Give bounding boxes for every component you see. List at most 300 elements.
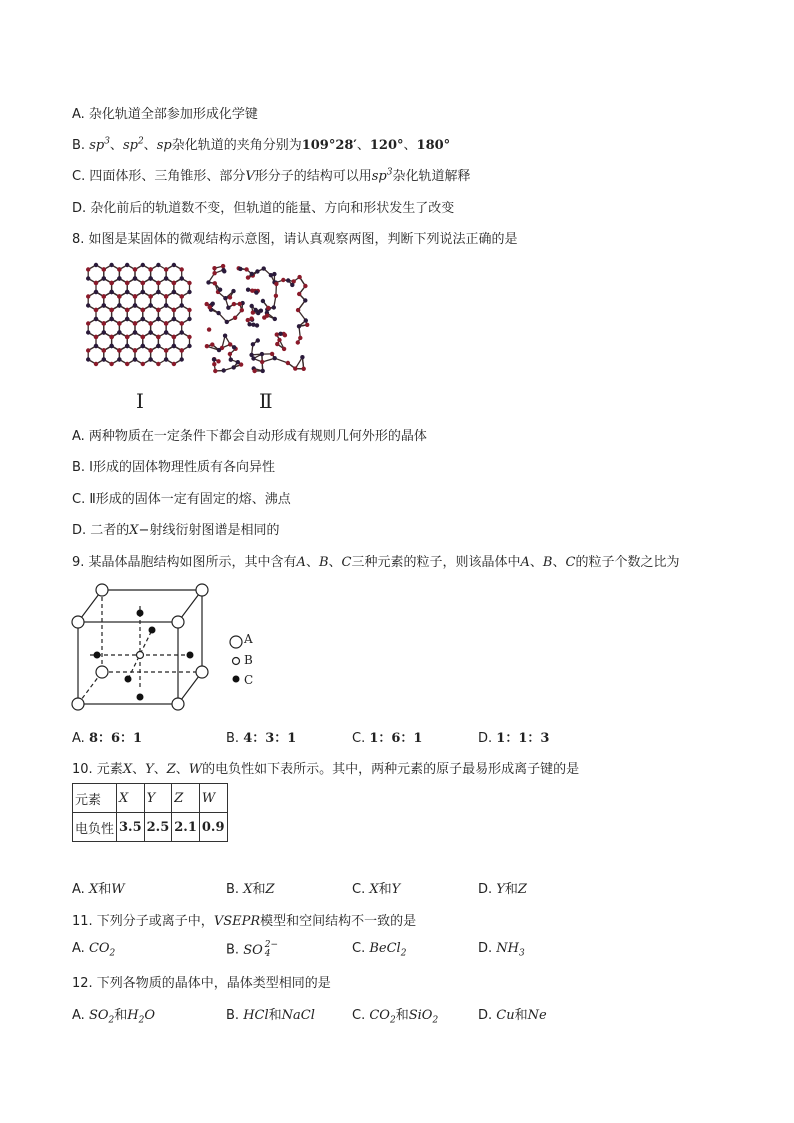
option-text: C. 四面体形、三角锥形、部分	[72, 169, 246, 184]
atom-dot	[164, 276, 168, 280]
atom-dot	[102, 348, 106, 352]
atom-dot	[296, 340, 300, 344]
atom-dot	[117, 303, 121, 307]
separator: 、	[175, 762, 189, 777]
atom-dot	[244, 267, 248, 271]
atom-dot	[207, 327, 211, 331]
option-label: B.	[226, 1008, 244, 1023]
atom-dot	[148, 357, 152, 361]
option-and: 和	[395, 1008, 409, 1023]
symbol-b: B	[542, 555, 553, 570]
separator: 、	[132, 762, 146, 777]
atom-c	[125, 676, 132, 683]
atom-dot	[109, 281, 113, 285]
atom-dot	[156, 263, 160, 267]
atom-dot	[216, 359, 220, 363]
stem-text: 10. 元素	[72, 762, 123, 777]
q7-option-d: D. 杂化前后的轨道数不变，但轨道的能量、方向和形状发生了改变	[72, 201, 455, 216]
atom-dot	[213, 281, 217, 285]
option-and: 和	[98, 882, 112, 897]
atom-dot	[125, 362, 129, 366]
option-symbol: X	[88, 882, 99, 897]
option-symbol: X	[369, 882, 379, 897]
angle-3: 180°	[416, 138, 451, 153]
atom-dot	[133, 294, 137, 298]
atom-dot	[251, 323, 255, 327]
separator: 、	[305, 555, 319, 570]
atom-dot	[102, 303, 106, 307]
atom-dot	[180, 303, 184, 307]
q10-stem	[72, 758, 579, 777]
q8-option-c: C. Ⅱ形成的固体一定有固定的熔、沸点	[72, 492, 291, 507]
atom-dot	[273, 356, 277, 360]
angle-1: 109°28′	[301, 138, 357, 153]
symbol-a: A	[296, 555, 306, 570]
atom-dot	[297, 292, 301, 296]
atom-dot	[125, 308, 129, 312]
atom-dot	[141, 344, 145, 348]
atom-dot	[273, 317, 277, 321]
atom-dot	[218, 288, 222, 292]
option-and: 和	[514, 1008, 528, 1023]
formula-sio2: SiO$_2$	[408, 1008, 439, 1026]
legend-label-a: A	[244, 632, 253, 646]
atom-dot	[228, 295, 232, 299]
unit-cell-diagram	[70, 580, 300, 720]
table-cell: 2.1	[172, 813, 200, 842]
atom-dot	[297, 275, 301, 279]
option-value: 1：6：1	[369, 731, 423, 746]
atom-a	[72, 616, 84, 628]
atom-dot	[125, 335, 129, 339]
atom-dot	[217, 348, 221, 352]
option-label: B.	[226, 731, 244, 746]
atom-dot	[141, 281, 145, 285]
table-cell: 2.5	[144, 813, 172, 842]
option-symbol: Y	[391, 882, 401, 897]
stem-text: 11. 下列分子或离子中，	[72, 914, 214, 929]
symbol-b: B	[318, 555, 329, 570]
atom-dot	[133, 330, 137, 334]
atom-dot	[125, 290, 129, 294]
atom-a	[196, 584, 208, 596]
option-text: 形分子的结构可以用	[254, 169, 372, 184]
symbol-a: A	[520, 555, 530, 570]
atom-dot	[286, 278, 290, 282]
atom-dot	[260, 360, 264, 364]
atom-c	[137, 694, 144, 701]
atom-dot	[164, 267, 168, 271]
option-symbol: Z	[265, 882, 275, 897]
amorphous-structure-II	[205, 264, 310, 373]
atom-dot	[272, 305, 276, 309]
atom-dot	[94, 281, 98, 285]
atom-dot	[274, 294, 278, 298]
atom-dot	[180, 321, 184, 325]
atom-dot	[256, 338, 260, 342]
option-label: D.	[478, 1008, 497, 1023]
option-and: 和	[378, 882, 392, 897]
q12-stem: 12. 下列各物质的晶体中，晶体类型相同的是	[72, 976, 331, 991]
q12-option-c	[352, 1004, 438, 1026]
symbol-w: W	[188, 762, 203, 777]
separator: 、	[143, 138, 157, 153]
atom-dot	[275, 342, 279, 346]
cube-front-face	[78, 622, 178, 704]
atom-dot	[228, 352, 232, 356]
option-label: C.	[352, 1008, 370, 1023]
option-label: B.	[72, 138, 90, 153]
table-header-cell: 电负性	[73, 813, 117, 842]
atom-dot	[94, 290, 98, 294]
atom-dot	[102, 330, 106, 334]
atom-dot	[213, 369, 217, 373]
atom-dot	[252, 369, 256, 373]
option-and: 和	[268, 1008, 282, 1023]
atom-dot	[172, 281, 176, 285]
symbol-c: C	[341, 555, 352, 570]
structure-diagram	[84, 262, 324, 412]
atom-dot	[148, 276, 152, 280]
atom-dot	[232, 302, 236, 306]
legend-label-b: B	[244, 653, 253, 667]
separator: 、	[403, 138, 417, 153]
formula-so4: SO 2− 4	[243, 940, 279, 959]
atom-dot	[187, 308, 191, 312]
table-row	[73, 813, 228, 842]
atom-a	[196, 666, 208, 678]
atom-dot	[232, 365, 236, 369]
atom-dot	[221, 264, 225, 268]
atom-dot	[262, 266, 266, 270]
atom-dot	[156, 335, 160, 339]
atom-dot	[148, 348, 152, 352]
atom-dot	[261, 299, 265, 303]
atom-dot	[277, 338, 281, 342]
atom-dot	[222, 368, 226, 372]
atom-dot	[232, 345, 236, 349]
atom-dot	[141, 308, 145, 312]
atom-dot	[117, 267, 121, 271]
atom-dot	[208, 305, 212, 309]
atom-dot	[94, 317, 98, 321]
stem-text: 的粒子个数之比为	[575, 555, 680, 570]
atom-dot	[148, 294, 152, 298]
atom-dot	[216, 311, 220, 315]
option-symbol: W	[111, 882, 125, 897]
atom-dot	[297, 324, 301, 328]
symbol-v: V	[245, 169, 255, 184]
option-label: A.	[72, 1008, 89, 1023]
atom-dot	[231, 289, 235, 293]
atom-dot	[296, 308, 300, 312]
formula-sp3: $sp^3$	[371, 167, 393, 184]
atom-dot	[125, 344, 129, 348]
atom-dot	[238, 302, 242, 306]
atom-dot	[102, 294, 106, 298]
option-label: D.	[478, 941, 497, 956]
symbol-c: C	[565, 555, 576, 570]
q9-option-a	[72, 727, 142, 746]
atom-dot	[172, 263, 176, 267]
atom-dot	[250, 272, 254, 276]
atom-dot	[180, 267, 184, 271]
q9-option-d	[478, 727, 549, 746]
atom-dot	[102, 276, 106, 280]
atom-dot	[180, 294, 184, 298]
atom-dot	[228, 342, 232, 346]
atom-dot	[141, 263, 145, 267]
atom-c	[149, 627, 156, 634]
atom-dot	[256, 311, 260, 315]
legend-atom-b	[233, 658, 240, 665]
atom-dot	[164, 321, 168, 325]
atom-dot	[164, 330, 168, 334]
atom-dot	[270, 352, 274, 356]
atom-dot	[156, 362, 160, 366]
atom-dot	[221, 268, 225, 272]
atom-dot	[102, 267, 106, 271]
symbol-z: Z	[166, 762, 176, 777]
atom-dot	[206, 280, 210, 284]
atom-dot	[86, 321, 90, 325]
atom-dot	[278, 332, 282, 336]
atom-dot	[233, 316, 237, 320]
q8-option-a: A. 两种物质在一定条件下都会自动形成有规则几何外形的晶体	[72, 429, 427, 444]
option-and: 和	[252, 882, 266, 897]
option-label: B.	[226, 882, 244, 897]
atom-dot	[274, 282, 278, 286]
atom-dot	[282, 347, 286, 351]
atom-dot	[223, 334, 227, 338]
table-cell: 3.5	[117, 813, 145, 842]
atom-dot	[187, 344, 191, 348]
electronegativity-table	[72, 783, 228, 842]
atom-dot	[266, 306, 270, 310]
atom-dot	[117, 357, 121, 361]
q12-option-d	[478, 1004, 547, 1023]
option-and: 和	[114, 1008, 128, 1023]
option-text: −射线衍射图谱是相同的	[138, 523, 280, 538]
atom-dot	[212, 357, 216, 361]
atom-dot	[156, 344, 160, 348]
atom-dot	[109, 290, 113, 294]
atom-dot	[236, 360, 240, 364]
atom-dot	[133, 357, 137, 361]
separator: 、	[328, 555, 342, 570]
symbol-x: X	[122, 762, 133, 777]
atom-dot	[254, 290, 258, 294]
option-value: 1：1：3	[496, 731, 550, 746]
option-value: 8：6：1	[88, 731, 143, 746]
table-cell: X	[117, 784, 145, 813]
q11-option-a	[72, 941, 115, 959]
atom-dot	[180, 348, 184, 352]
formula-nh3: $NH_3$	[496, 941, 525, 959]
atom-a	[72, 698, 84, 710]
atom-dot	[141, 290, 145, 294]
q7-option-b	[72, 134, 450, 153]
atom-dot	[251, 342, 255, 346]
atom-dot	[298, 336, 302, 340]
atom-dot	[238, 267, 242, 271]
atom-dot	[148, 321, 152, 325]
option-symbol: X	[243, 882, 253, 897]
atom-dot	[246, 288, 250, 292]
stem-text: 模型和空间结构不一致的是	[260, 914, 417, 929]
atom-dot	[109, 362, 113, 366]
legend-atom-a	[230, 636, 242, 648]
atom-c	[137, 610, 144, 617]
q11-option-b	[226, 941, 278, 959]
formula-so2: $SO_2$	[88, 1008, 115, 1026]
atom-dot	[109, 308, 113, 312]
legend-atom-c	[233, 676, 240, 683]
atom-dot	[187, 335, 191, 339]
q11-stem	[72, 910, 416, 929]
option-symbol: Y	[496, 882, 505, 897]
formula-co2: $CO_2$	[88, 941, 116, 959]
atom-dot	[156, 281, 160, 285]
atom-dot	[133, 348, 137, 352]
option-and: 和	[504, 882, 518, 897]
atom-dot	[210, 342, 214, 346]
atom-dot	[205, 344, 209, 348]
option-text: 杂化轨道解释	[392, 169, 471, 184]
table-cell: 0.9	[199, 813, 227, 842]
atom-dot	[94, 335, 98, 339]
atom-dot	[261, 369, 265, 373]
atom-dot	[300, 355, 304, 359]
option-label: D.	[478, 882, 497, 897]
atom-dot	[265, 314, 269, 318]
atom-dot	[247, 322, 251, 326]
atom-dot	[281, 278, 285, 282]
q9-option-b	[226, 727, 296, 746]
atom-dot	[180, 357, 184, 361]
option-label: D.	[478, 731, 497, 746]
atom-dot	[109, 263, 113, 267]
atom-dot	[172, 362, 176, 366]
atom-dot	[156, 308, 160, 312]
atom-dot	[240, 308, 244, 312]
stem-text: 9. 某晶体晶胞结构如图所示，其中含有	[72, 555, 297, 570]
q9-unit-cell-figure	[70, 580, 300, 724]
formula-becl2: BeCl$_2$	[369, 941, 407, 959]
atom-dot	[255, 269, 259, 273]
atom-dot	[212, 362, 216, 366]
atom-dot	[180, 330, 184, 334]
atom-dot	[164, 357, 168, 361]
atom-dot	[86, 267, 90, 271]
atom-dot	[172, 344, 176, 348]
q8-structure-figure	[84, 262, 324, 416]
option-label: A.	[72, 941, 89, 956]
atom-dot	[117, 348, 121, 352]
q10-option-d	[478, 878, 527, 897]
separator: 、	[356, 138, 370, 153]
label-structure-I: Ⅰ	[136, 389, 144, 412]
atom-dot	[109, 335, 113, 339]
atom-dot	[269, 273, 273, 277]
formula-sp3: $sp^3$	[89, 136, 110, 153]
atom-dot	[303, 284, 307, 288]
atom-dot	[290, 283, 294, 287]
atom-c	[187, 652, 194, 659]
atom-dot	[86, 276, 90, 280]
atom-dot	[172, 335, 176, 339]
atom-dot	[212, 266, 216, 270]
atom-dot	[286, 361, 290, 365]
atom-a	[172, 698, 184, 710]
table-header-cell: 元素	[73, 784, 117, 813]
atom-dot	[86, 348, 90, 352]
option-label: A.	[72, 731, 89, 746]
label-structure-II: Ⅱ	[259, 389, 273, 412]
q10-option-a	[72, 878, 125, 897]
q8-option-d	[72, 519, 279, 538]
atom-dot	[164, 348, 168, 352]
atom-dot	[304, 318, 308, 322]
atom-a	[172, 616, 184, 628]
atom-dot	[141, 362, 145, 366]
option-label: A.	[72, 882, 89, 897]
atom-dot	[223, 296, 227, 300]
crystal-structure-I	[86, 263, 192, 366]
table-cell: Y	[144, 784, 172, 813]
q12-option-a	[72, 1004, 155, 1026]
atom-dot	[187, 281, 191, 285]
q11-option-d	[478, 941, 525, 959]
atom-dot	[148, 267, 152, 271]
atom-dot	[303, 298, 307, 302]
atom-c	[94, 652, 101, 659]
option-label: C.	[352, 882, 370, 897]
option-value: 4：3：1	[243, 731, 297, 746]
atom-dot	[86, 303, 90, 307]
option-text: D. 二者的	[72, 523, 130, 538]
atom-dot	[102, 321, 106, 325]
atom-dot	[226, 306, 230, 310]
formula-sp2: $sp^2$	[122, 136, 144, 153]
atom-dot	[109, 317, 113, 321]
atom-dot	[172, 290, 176, 294]
table-row	[73, 784, 228, 813]
q11-option-c	[352, 941, 406, 959]
atom-dot	[172, 317, 176, 321]
q9-stem	[72, 551, 679, 570]
atom-dot	[229, 358, 233, 362]
q7-option-a: A. 杂化轨道全部参加形成化学键	[72, 107, 258, 122]
atom-dot	[94, 263, 98, 267]
atom-b	[137, 652, 144, 659]
atom-dot	[249, 316, 253, 320]
atom-dot	[251, 356, 255, 360]
formula-hcl: HCl	[243, 1008, 269, 1023]
atom-dot	[275, 332, 279, 336]
formula-co2: $CO_2$	[369, 1008, 396, 1026]
atom-dot	[187, 290, 191, 294]
atom-dot	[94, 362, 98, 366]
atom-dot	[102, 357, 106, 361]
atom-dot	[250, 304, 254, 308]
table-cell: W	[199, 784, 227, 813]
atom-dot	[117, 276, 121, 280]
term-vsepr: VSEPR	[213, 914, 261, 929]
atom-dot	[156, 290, 160, 294]
symbol-x: X	[129, 523, 139, 538]
separator: 、	[529, 555, 543, 570]
